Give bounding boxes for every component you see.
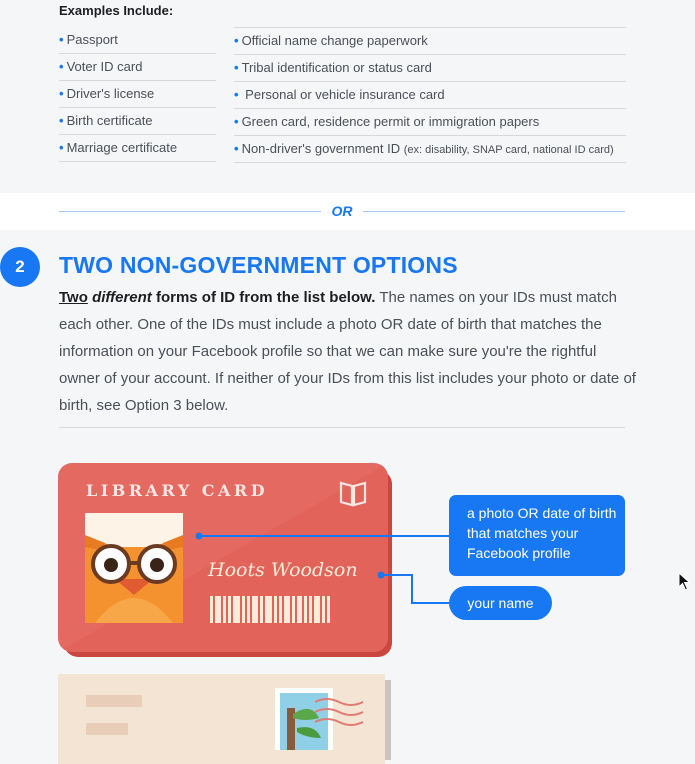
library-card-title: LIBRARY CARD	[86, 481, 269, 500]
or-label: OR	[331, 203, 353, 219]
list-item: • Voter ID card	[59, 54, 216, 81]
section-title: TWO NON-GOVERNMENT OPTIONS	[59, 252, 458, 278]
desc-text: The names on your IDs must match each other. One of the IDs must include a photo OR date of birth that matches the information on your Facebook profile so that we can make sure you're the rightful owner of your account. If neither of your IDs from this list includes your photo or date of birth, see Option 3 below.	[59, 289, 636, 414]
list-item: • Non-driver's government ID (ex: disability, SNAP card, national ID card)	[234, 136, 626, 163]
card-shadow	[385, 680, 391, 760]
desc-emphasis-two: Two	[59, 289, 88, 306]
list-item: • Official name change paperwork	[234, 27, 626, 55]
list-item-note: (ex: disability, SNAP card, national ID card)	[403, 144, 614, 156]
list-item: • Passport	[59, 27, 216, 54]
callout-photo-dob: a photo OR date of birth that matches your Facebook profile	[449, 495, 625, 576]
list-item: • Marriage certificate	[59, 135, 216, 162]
list-item: • Personal or vehicle insurance card	[234, 82, 626, 109]
option-number-badge: 2	[0, 247, 40, 287]
examples-title: Examples Include:	[59, 3, 174, 18]
card-text-placeholder	[86, 695, 142, 707]
list-item: • Birth certificate	[59, 108, 216, 135]
callout-name: your name	[449, 586, 552, 620]
desc-emphasis-different: different	[92, 289, 152, 306]
mouse-cursor-icon	[678, 572, 692, 592]
postage-stamp-icon	[275, 688, 375, 750]
list-item: • Driver's license	[59, 81, 216, 108]
list-item: • Tribal identification or status card	[234, 55, 626, 82]
desc-bold-text: forms of ID from the list below.	[151, 289, 376, 306]
list-item: • Green card, residence permit or immigration papers	[234, 109, 626, 136]
cardholder-name: Hoots Woodson	[208, 559, 358, 581]
card-text-placeholder	[86, 723, 128, 735]
